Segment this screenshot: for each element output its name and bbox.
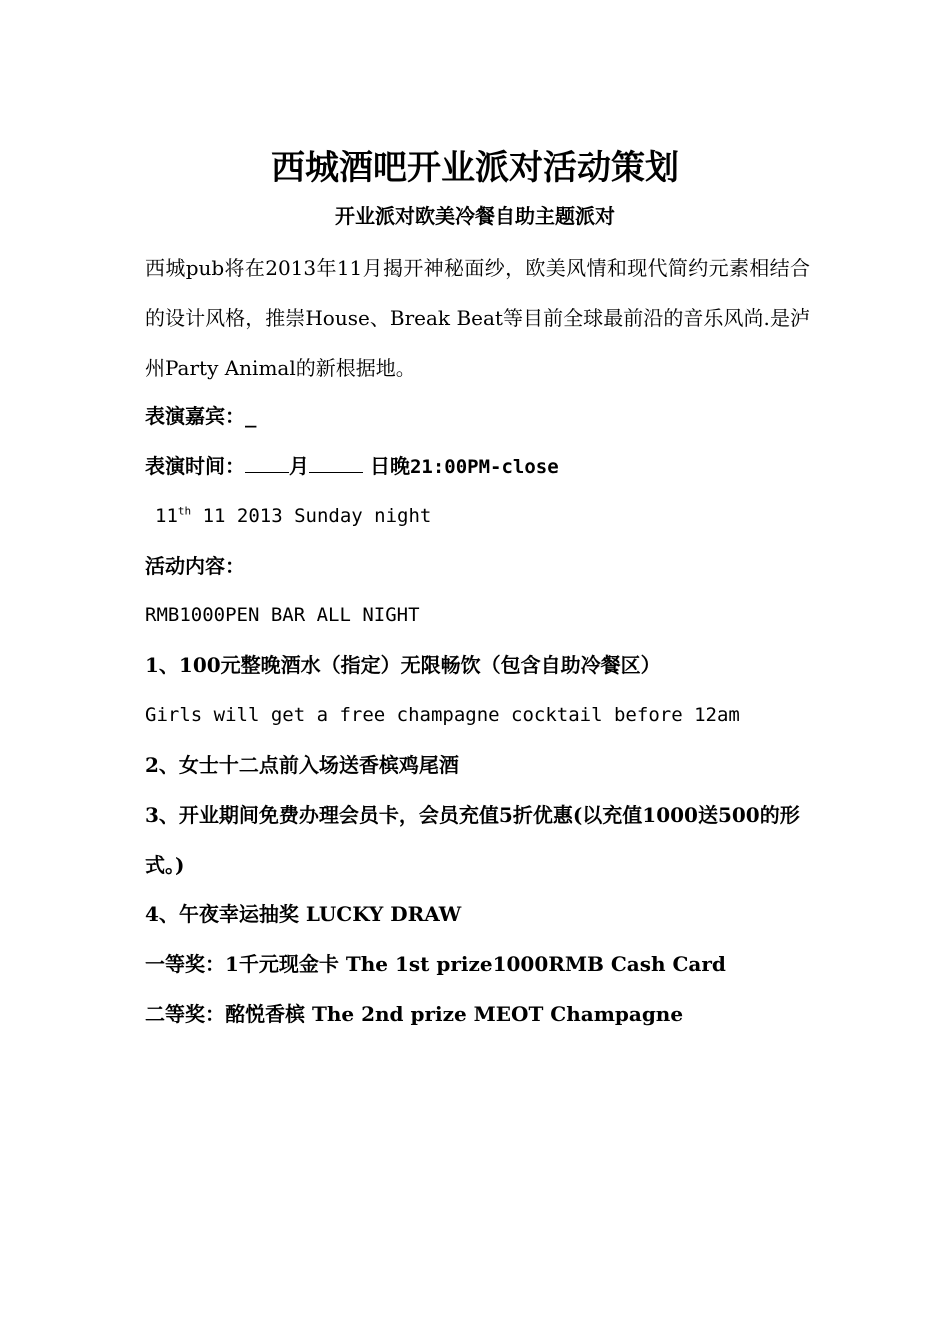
time-clock: 21:00PM-close — [409, 456, 559, 478]
date-day: 11 — [155, 505, 178, 527]
prize-2: 二等奖：酩悦香槟 The 2nd prize MEOT Champagne — [145, 1002, 684, 1026]
girls-en-line: Girls will get a free champagne cocktail before 12am — [145, 704, 740, 726]
item-3: 3、开业期间免费办理会员卡，会员充值5折优惠(以充值1000送500的形式。) — [145, 803, 800, 877]
date-en-line — [155, 500, 835, 532]
guest-label: 表演嘉宾： — [145, 404, 245, 428]
time-month: 月 — [289, 454, 309, 478]
time-label: 表演时间： — [145, 454, 245, 478]
page-title: 西城酒吧开业派对活动策划 — [271, 148, 679, 188]
month-blank — [245, 454, 289, 473]
time-line — [145, 450, 825, 483]
day-blank — [309, 454, 363, 473]
guest-value: _ — [245, 406, 257, 428]
intro-paragraph: 西城pub将在2013年11月揭开神秘面纱，欧美风情和现代简约元素相结合的设计风格，推崇House、Break Beat等目前全球最前沿的音乐风尚.是泸州Party Animal的新根据地。 — [145, 256, 810, 380]
item-4: 4、午夜幸运抽奖 LUCKY DRAW — [145, 902, 462, 926]
date-rest: 11 2013 Sunday night — [191, 505, 432, 527]
item-2: 2、女士十二点前入场送香槟鸡尾酒 — [145, 753, 459, 777]
open-bar-line: RMB1000PEN BAR ALL NIGHT — [145, 604, 420, 626]
time-day: 日晚 — [363, 454, 410, 478]
page-subtitle: 开业派对欧美冷餐自助主题派对 — [335, 204, 615, 228]
content-label: 活动内容： — [145, 554, 245, 578]
guest-line — [145, 400, 825, 433]
item-1: 1、100元整晚酒水（指定）无限畅饮（包含自助冷餐区） — [145, 653, 661, 677]
date-suffix: th — [177, 504, 192, 518]
prize-1: 一等奖：1千元现金卡 The 1st prize1000RMB Cash Card — [145, 952, 726, 976]
